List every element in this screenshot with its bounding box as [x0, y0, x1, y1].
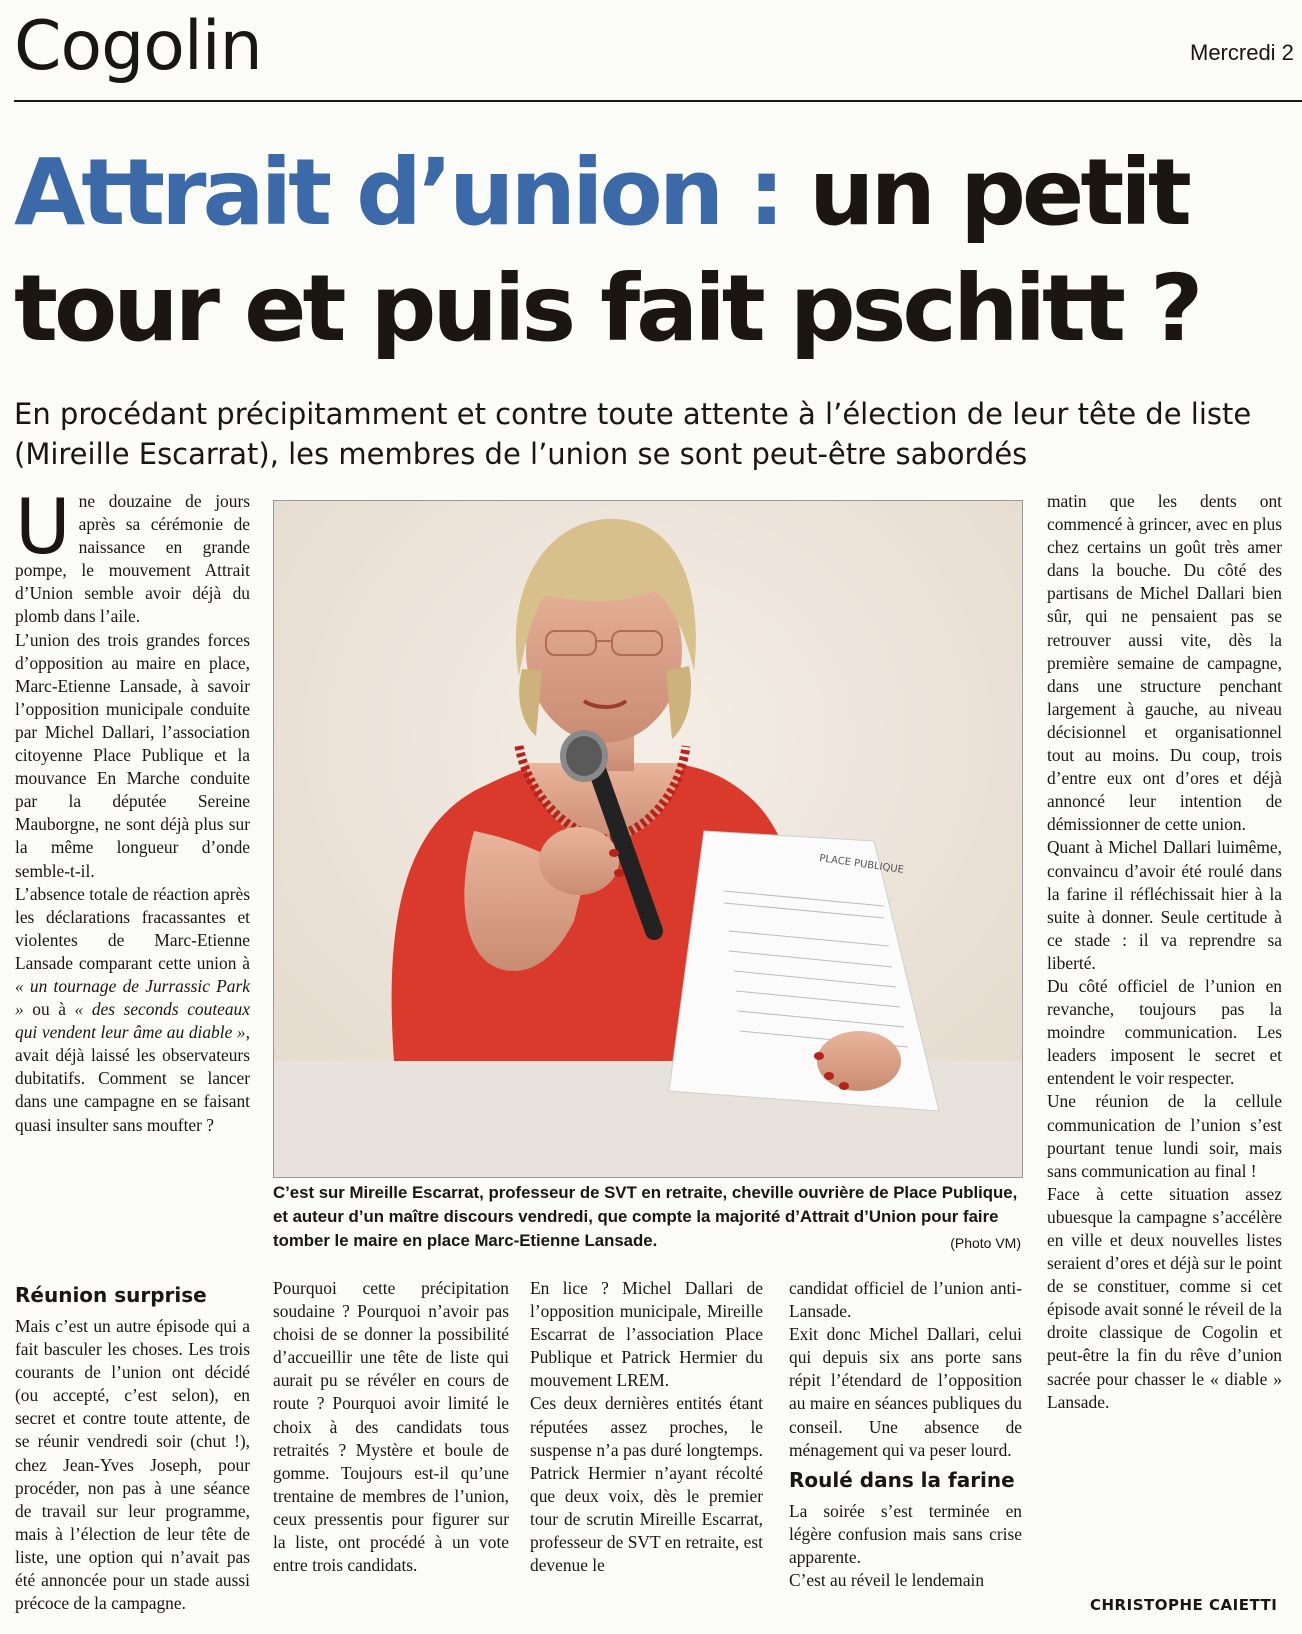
article-paragraph: candidat officiel de l’union anti-Lansade. — [789, 1278, 1022, 1322]
subhead-reunion-surprise: Réunion surprise — [15, 1283, 207, 1307]
town-name: Cogolin — [14, 7, 262, 86]
headline-rest: un petit tour et puis fait pschitt ? — [14, 139, 1200, 362]
standfirst: En procédant précipitamment et contre toute attente à l’élection de leur tête de liste (Mireille Escarrat), les membres de l’union se sont peut-être sabordés — [14, 397, 1252, 471]
intro-text: ne douzaine de jours après sa cérémonie de naissance en grande pompe, le mouvement Attrait d’Union semble avoir déjà du plomb dans l’aile. — [15, 491, 250, 627]
article-paragraph: Mais c’est un autre épisode qui a fait basculer les choses. Les trois courants de l’union ont décidé (ou accepté, c’est selon), en secret et contre toute attente, de se réunir vendredi soir (chut !), chez Jean-Yves Joseph, pour procéder, non pas à une séance de travail sur leur programme, mais à l’élection de leur tête de liste, une option qui n’avait pas été annoncée pour un stade aussi précoce de la campagne. — [15, 1316, 250, 1614]
article-column-5 — [1047, 490, 1282, 1414]
article-column-1 — [15, 482, 250, 1137]
article-paragraph: C’est au réveil le lendemain — [789, 1570, 985, 1591]
article-paragraph: Du côté officiel de l’union en revanche, toujours pas la moindre communication. Les leaders imposent le secret et entendent le voir respecter. — [1047, 975, 1282, 1089]
paper-text: PLACE PUBLIQUE — [818, 853, 905, 876]
quote-jurassic: « un tournage de Jurrassic Park » — [15, 975, 250, 1020]
article-photo — [273, 500, 1023, 1178]
article-column-4 — [789, 1277, 1022, 1592]
article-paragraph: La soirée s’est terminée en légère confusion mais sans crise apparente. — [789, 1500, 1022, 1567]
author-signature: CHRISTOPHE CAIETTI — [1090, 1596, 1278, 1614]
article-paragraph: Exit donc Michel Dallari, celui qui depuis six ans porte sans répit l’étendard de l’opposition au maire en séances publiques du conseil. Une absence de ménagement qui va peser lourd. — [789, 1324, 1022, 1460]
photo-caption — [273, 1181, 1021, 1255]
article-column-1-bottom — [15, 1277, 250, 1615]
article-paragraph — [15, 482, 250, 629]
article-paragraph: L’union des trois grandes forces d’opposition au maire en place, Marc-Etienne Lansade, à savoir l’opposition municipale conduite par Michel Dallari, l’association citoyenne Place Publique et la mouvance En Marche conduite par la députée Sereine Mauborgne, ne sont déjà plus sur la même longueur d’onde semble-t-il. — [15, 629, 250, 881]
article-paragraph: Ces deux dernières entités étant réputées assez proches, le suspense n’a pas duré longtemps. Patrick Hermier n’ayant récolté que deux voix, dès le premier tour de scrutin Mireille Escarrat, professeur de SVT en retraite, est devenue le — [530, 1393, 763, 1576]
headline-accent: Attrait d’union : — [14, 139, 782, 246]
article-paragraph: Pourquoi cette précipitation soudaine ? Pourquoi n’avoir pas choisi de se donner la possibilité d’accueillir une tête de liste qui aurait pu se révéler en cours de route ? Pourquoi avoir limité le choix à des candidats tous retraités ? Mystère et boule de gomme. Toujours est-il qu’une trentaine de membres de l’union, ceux pressentis pour figurer sur la liste, ont procédé à un vote entre trois candidats. — [273, 1278, 509, 1576]
photo-illustration — [274, 501, 1022, 1177]
paragraph-text: , avait déjà laissé les observateurs dubitatifs. Comment se lancer dans une campagne en se faisant quasi insulter sans moufter ? — [15, 1022, 250, 1135]
quote-couteaux: « des seconds couteaux qui vendent leur âme au diable » — [15, 999, 250, 1043]
article-column-3 — [530, 1277, 763, 1577]
photo-credit: (Photo VM) — [950, 1235, 1021, 1251]
article-paragraph: Une réunion de la cellule communication de l’union s’est pourtant tenue lundi soir, mais sans communication au final ! — [1047, 1091, 1282, 1181]
paragraph-text: L’absence totale de réaction après les déclarations fracassantes et violentes de Marc-Etienne Lansade comparant cette union à — [15, 883, 250, 973]
header-rule — [14, 100, 1302, 102]
article-paragraph: matin que les dents ont commencé à grincer, avec en plus chez certains un goût très amer dans la bouche. Du côté des partisans de Michel Dallari bien sûr, qui ne pensaient pas se retrouver aussi vite, dès la première semaine de campagne, dans une structure penchant largement à gauche, au niveau décisionnel et organisationnel tout au moins. Du coup, trois d’entre eux ont d’ores et déjà annoncé leur intention de démissionner de cette union. — [1047, 491, 1282, 835]
subhead-roule-dans-la-farine: Roulé dans la farine — [789, 1467, 1015, 1492]
article-paragraph: Face à cette situation assez ubuesque la campagne s’accélère en ville et deux nouvelles listes seraient d’ores et déjà sur le point de se constituer, comme si cet épisode avait sonné le réveil de la droite classique de Cogolin et peut-être la fin du rêve d’union sacrée pour chasser le « diable » Lansade. — [1047, 1183, 1282, 1412]
article-column-2 — [273, 1277, 509, 1577]
article-paragraph: En lice ? Michel Dallari de l’opposition municipale, Mireille Escarrat de l’association Place Publique et Patrick Hermier du mouvement LREM. — [530, 1278, 763, 1391]
headline — [14, 135, 1294, 367]
drop-cap: U — [15, 482, 71, 571]
caption-text: C’est sur Mireille Escarrat, professeur de SVT en retraite, cheville ouvrière de Place Publique, et auteur d’un maître discours vendredi, que compte la majorité d’Attrait d’Union pour faire tomber le maire en place Marc-Etienne Lansade. — [273, 1183, 1018, 1250]
issue-date: Mercredi 2 — [1190, 40, 1294, 65]
paragraph-text: ou à — [32, 999, 66, 1020]
article-paragraph — [15, 883, 250, 1137]
article-paragraph: Quant à Michel Dallari luimême, convaincu d’avoir été roulé dans la farine il réfléchissait hier à la suite à donner. Seule certitude à ce stade : il va reprendre sa liberté. — [1047, 837, 1282, 973]
